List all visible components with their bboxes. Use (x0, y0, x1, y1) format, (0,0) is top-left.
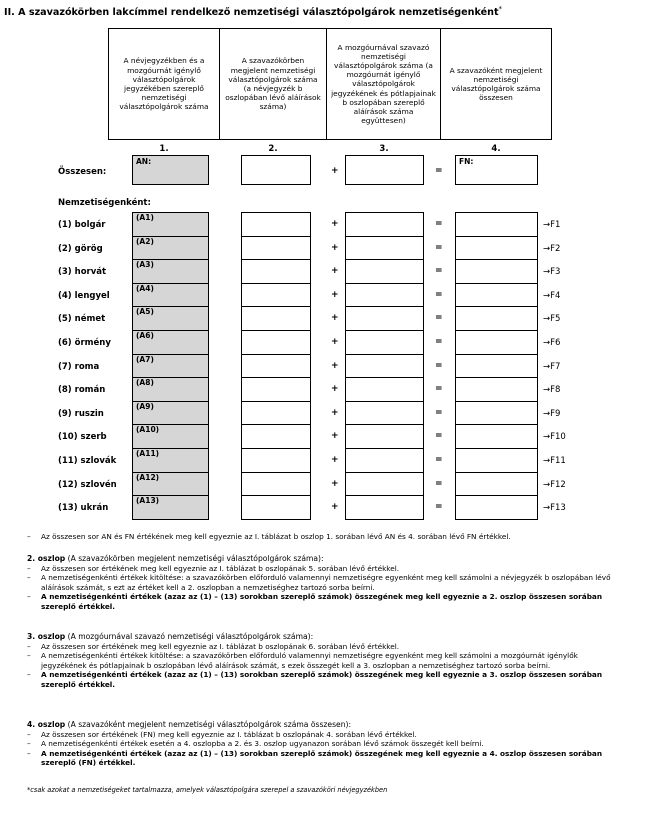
equals-sign: = (435, 289, 443, 300)
plus-sign: + (331, 502, 339, 513)
equals-sign: = (435, 478, 443, 489)
header-col1: A névjegyzékben és a mozgóurnát igénylő választópolgárok jegyzékében szereplő nemzetiségi választópolgárok száma (108, 28, 219, 140)
row-col1-field[interactable] (132, 259, 209, 284)
row-col3-field[interactable] (345, 424, 424, 449)
row-col1-field[interactable] (132, 495, 209, 520)
row-output-ref: →F5 (543, 314, 561, 325)
row-col3-field[interactable] (345, 448, 424, 473)
row-col2-field[interactable] (241, 306, 311, 331)
plus-sign: + (331, 478, 339, 489)
equals-sign: = (435, 313, 443, 324)
fn-tag: FN: (459, 157, 474, 166)
row-label: (4) lengyel (58, 290, 110, 301)
column-number-1: 1. (159, 144, 169, 154)
notes-col3: 3. oszlop (A mozgóurnával szavazó nemzetiségi választópolgárok száma): – Az összesen sor értékének meg kell egyeznie az I. táblázat b oszlopának 6. sorában lévő értékkel. – A nemzetiségenkénti értékek kitöltése: a szavazókörben előforduló valamennyi nemzetiségre egyenként meg kell számolni a mozgóurnát igénylők jegyzékének és pótlapjainak b oszlopában lévő aláírások számát, s ezek összegét kell a 3. oszlopban a nemzetiséghez tartozó sorba beírni. – A nemzetiségenkénti értékek (azaz az (1) – (13) sorokban szereplő számok) összegének meg kell egyeznie a 3. oszlop összesen sorában szereplő értékkel. (27, 632, 603, 689)
equals-sign: = (435, 431, 443, 442)
row-col1-field[interactable] (132, 283, 209, 308)
row-label: (13) ukrán (58, 503, 109, 514)
footnote: *csak azokat a nemzetiségeket tartalmazza, amelyek választópolgára szerepel a szavazóköri névjegyzékben (27, 786, 388, 794)
row-label: (12) szlovén (58, 479, 117, 490)
row-output-ref: →F8 (543, 385, 561, 396)
row-col1-field[interactable] (132, 306, 209, 331)
row-col3-field[interactable] (345, 212, 424, 237)
row-col3-field[interactable] (345, 306, 424, 331)
row-col4-field[interactable] (455, 472, 538, 497)
row-col2-field[interactable] (241, 330, 311, 355)
row-col4-field[interactable] (455, 424, 538, 449)
row-label: (6) örmény (58, 338, 111, 348)
row-col3-field[interactable] (345, 377, 424, 402)
column-number-3: 3. (379, 144, 389, 154)
row-col4-field[interactable] (455, 283, 538, 308)
row-output-ref: →F4 (543, 290, 561, 301)
row-output-ref: →F11 (543, 456, 566, 466)
row-tag: (A2) (136, 236, 154, 246)
row-label: (7) roma (58, 361, 100, 372)
row-col2-field[interactable] (241, 212, 311, 237)
row-tag: (A1) (136, 213, 154, 222)
row-col4-field[interactable] (455, 448, 538, 473)
row-label: (3) horvát (58, 267, 107, 278)
row-tag: (A4) (136, 283, 154, 293)
row-col3-field[interactable] (345, 401, 424, 426)
row-col2-field[interactable] (241, 354, 311, 379)
row-col1-field[interactable] (132, 330, 209, 355)
row-col3-field[interactable] (345, 236, 424, 261)
row-col1-field[interactable] (132, 424, 209, 449)
row-output-ref: →F3 (543, 267, 561, 278)
row-label: (8) román (58, 385, 106, 396)
row-col4-field[interactable] (455, 236, 538, 261)
row-label: (11) szlovák (58, 456, 117, 466)
row-label: (10) szerb (58, 432, 107, 443)
row-col1-field[interactable] (132, 212, 209, 237)
row-tag: (A13) (136, 496, 160, 506)
row-output-ref: →F10 (543, 432, 566, 443)
plus-sign: + (331, 455, 339, 465)
row-col4-field[interactable] (455, 306, 538, 331)
row-col1-field[interactable] (132, 354, 209, 379)
row-col1-field[interactable] (132, 472, 209, 497)
plus-sign: + (331, 360, 339, 371)
an-tag: AN: (136, 157, 152, 166)
row-col4-field[interactable] (455, 330, 538, 355)
notes-col4: 4. oszlop (A szavazóként megjelent nemzetiségi választópolgárok száma összesen): – Az összesen sor értékének (FN) meg kell egyeznie az I. táblázat b oszlopának 4. sorában lévő értékkel. – A nemzetiségenkénti értékek esetén a 4. oszlopba a 2. és 3. oszlop ugyanazon sorában lévő számok összegét kell beírni. – A nemzetiségenkénti értékek (azaz az (1) – (13) sorokban szereplő számok) összegének meg kell egyeznie a 4. oszlop összesen sorában szereplő (FN) értékkel. (27, 720, 603, 768)
row-col1-field[interactable] (132, 448, 209, 473)
row-output-ref: →F9 (543, 408, 561, 419)
row-col2-field[interactable] (241, 283, 311, 308)
row-label: (2) görög (58, 243, 103, 254)
equals-sign: = (435, 360, 443, 371)
row-col3-field[interactable] (345, 472, 424, 497)
header-col2: A szavazókörben megjelent nemzetiségi választópolgárok száma (a névjegyzék b oszlopában lévő aláírások száma) (219, 28, 326, 140)
plus-sign: + (331, 337, 339, 347)
notes: – Az összesen sor AN és FN értékének meg kell egyeznie az I. táblázat b oszlop 1. sorában lévő AN és 4. sorában lévő FN értékkel. (27, 532, 511, 541)
row-tag: (A11) (136, 449, 160, 458)
equals-sign: = (435, 242, 443, 253)
total-fn-field[interactable] (455, 155, 538, 185)
row-col3-field[interactable] (345, 259, 424, 284)
row-tag: (A6) (136, 331, 154, 340)
equals-sign: = (435, 266, 443, 277)
equals-sign: = (435, 455, 443, 465)
plus-sign: + (331, 313, 339, 324)
row-col2-field[interactable] (241, 448, 311, 473)
row-tag: (A5) (136, 307, 154, 317)
notes-col2: 2. oszlop (A szavazókörben megjelent nemzetiségi választópolgárok száma): – Az összesen sor értékének meg kell egyeznie az I. táblázat b oszlopának 5. sorában lévő értékkel. – A nemzetiségenkénti értékek kitöltése: a szavazókörben előforduló valamennyi nemzetiségre egyenként meg kell számolni a névjegyzék b oszlopában lévő aláírások számát, s ezt az értéket kell a 2. oszlopban a nemzetiséghez tartozó sorba beírni. – A nemzetiségenkénti értékek (azaz az (1) – (13) sorokban szereplő számok) összegének meg kell egyeznie a 2. oszlop összesen sorában szereplő értékkel. (27, 554, 611, 611)
row-output-ref: →F7 (543, 361, 561, 372)
row-label: (1) bolgár (58, 220, 106, 230)
row-output-ref: →F12 (543, 479, 566, 490)
row-tag: (A12) (136, 472, 160, 482)
row-tag: (A3) (136, 260, 154, 270)
page-title: II. A szavazókörben lakcímmel rendelkező nemzetiségi választópolgárok nemzetiségenként* (4, 5, 503, 19)
row-label: (5) német (58, 314, 106, 325)
row-col2-field[interactable] (241, 495, 311, 520)
row-col2-field[interactable] (241, 472, 311, 497)
equals-sign: = (435, 407, 443, 418)
plus-sign: + (331, 219, 339, 229)
row-label: (9) ruszin (58, 408, 104, 419)
row-col4-field[interactable] (455, 354, 538, 379)
row-tag: (A8) (136, 378, 154, 388)
row-col2-field[interactable] (241, 401, 311, 426)
plus-sign: + (331, 289, 339, 300)
plus-sign: + (331, 242, 339, 253)
row-col1-field[interactable] (132, 401, 209, 426)
plus-sign: + (331, 407, 339, 418)
column-number-4: 4. (491, 144, 501, 154)
row-col3-field[interactable] (345, 330, 424, 355)
equals-sign: = (435, 219, 443, 229)
plus-sign: + (331, 266, 339, 277)
row-col4-field[interactable] (455, 495, 538, 520)
row-tag: (A7) (136, 354, 154, 364)
header-col4: A szavazóként megjelent nemzetiségi választópolgárok száma összesen (440, 28, 552, 140)
row-col3-field[interactable] (345, 283, 424, 308)
plus-sign: + (331, 166, 339, 176)
row-col2-field[interactable] (241, 236, 311, 261)
equals-sign: = (435, 384, 443, 395)
row-col3-field[interactable] (345, 354, 424, 379)
total-col2-field[interactable] (241, 155, 311, 185)
row-col3-field[interactable] (345, 495, 424, 520)
row-col4-field[interactable] (455, 212, 538, 237)
row-col4-field[interactable] (455, 259, 538, 284)
row-tag: (A9) (136, 401, 154, 411)
note-1: Az összesen sor AN és FN értékének meg kell egyeznie az I. táblázat b oszlop 1. sorában lévő AN és 4. sorában lévő FN értékkel. (41, 532, 511, 541)
total-col3-field[interactable] (345, 155, 424, 185)
section-label: Nemzetiségenként: (58, 198, 151, 208)
plus-sign: + (331, 431, 339, 442)
row-output-ref: →F13 (543, 503, 566, 514)
row-tag: (A10) (136, 425, 160, 435)
total-label: Összesen: (58, 167, 107, 177)
equals-sign: = (435, 166, 443, 176)
row-output-ref: →F6 (543, 338, 561, 348)
plus-sign: + (331, 384, 339, 395)
equals-sign: = (435, 502, 443, 513)
row-col4-field[interactable] (455, 377, 538, 402)
row-col2-field[interactable] (241, 259, 311, 284)
row-col1-field[interactable] (132, 377, 209, 402)
row-col4-field[interactable] (455, 401, 538, 426)
total-an-field[interactable] (132, 155, 209, 185)
row-output-ref: →F2 (543, 243, 561, 254)
header-col3: A mozgóurnával szavazó nemzetiségi választópolgárok száma (a mozgóurnát igénylő választópolgárok jegyzékének és pótlapjainak b oszlopában szereplő aláírások száma együttesen) (326, 28, 440, 140)
row-output-ref: →F1 (543, 220, 561, 230)
column-number-2: 2. (268, 144, 278, 154)
row-col2-field[interactable] (241, 424, 311, 449)
row-col1-field[interactable] (132, 236, 209, 261)
row-col2-field[interactable] (241, 377, 311, 402)
equals-sign: = (435, 337, 443, 347)
